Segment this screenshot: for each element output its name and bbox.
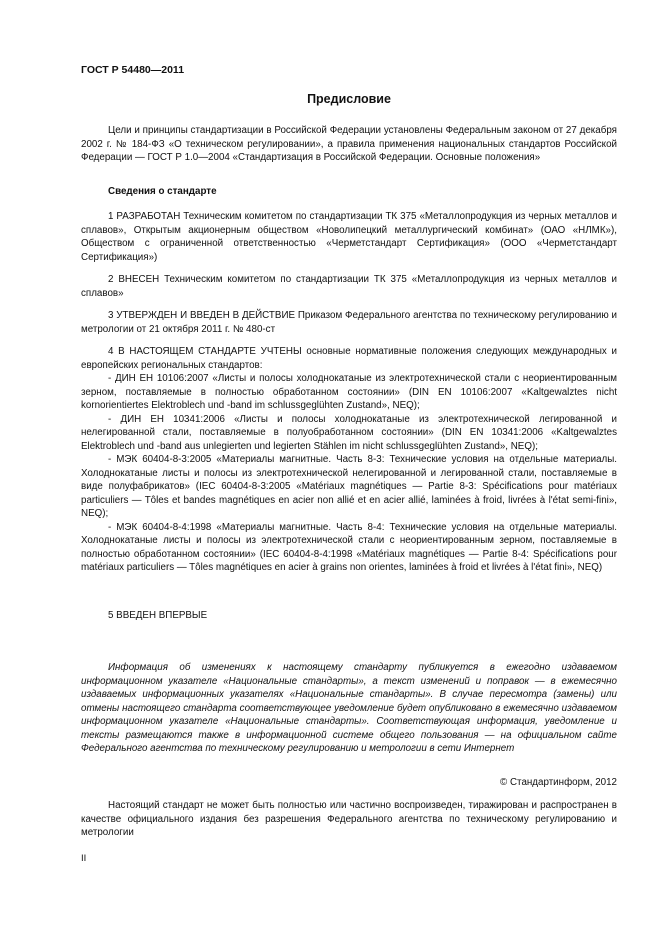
item-4-paragraph: 4 В НАСТОЯЩЕМ СТАНДАРТЕ УЧТЕНЫ основные нормативные положения следующих международных и европейских региональных стандартов: bbox=[81, 346, 617, 371]
standard-entry-din-10106: - ДИН ЕН 10106:2007 «Листы и полосы холоднокатаные из электротехнической стали с неориентированным зерном, поставляемые в полностью обработанном состоянии» (DIN EN 10106:2007 «Kaltgewalztes nicht kornorientiertes Elektroblech und -band im schlussgeglühten Zustand», NEQ); bbox=[81, 373, 617, 411]
item-5-paragraph: 5 ВВЕДЕН ВПЕРВЫЕ bbox=[108, 610, 208, 621]
item-3-paragraph: 3 УТВЕРЖДЕН И ВВЕДЕН В ДЕЙСТВИЕ Приказом Федерального агентства по техническому регулированию и метрологии от 21 октября 2011 г. № 480-ст bbox=[81, 310, 617, 335]
document-code: ГОСТ Р 54480—2011 bbox=[81, 64, 185, 76]
notice-block bbox=[81, 661, 617, 756]
notice-paragraph: Информация об изменениях к настоящему стандарту публикуется в ежегодно издаваемом информационном указателе «Национальные стандарты», а текст изменений и поправок — в ежемесячно издаваемых информационных указателях «Национальные стандарты». В случае пересмотра (замены) или отмены настоящего стандарта соответствующее уведомление будет опубликовано в ежемесячно издаваемом информационном указателе «Национальные стандарты». Соответствующая информация, уведомление и тексты размещаются также в информационной системе общего пользования — на официальном сайте Федерального агентства по техническому регулированию и метрологии в сети Интернет bbox=[81, 662, 617, 754]
item-3-block bbox=[81, 309, 617, 336]
standard-entry-iec-8-4: - МЭК 60404-8-4:1998 «Материалы магнитные. Часть 8-4: Технические условия на отдельные материалы. Холоднокатаные листы и полосы из электротехнической стали с неориентированным зерном, поставляемые в полностью обработанном состоянии» (IEC 60404-8-4:1998 «Matériaux magnétiques — Partie 8-4: Spécifications pour matériaux particuliers — Tôles magnétiques en acier à grains non orientes, laminées à froid et livrées à l'état fini», NEQ) bbox=[81, 521, 617, 573]
item-5-block bbox=[81, 609, 617, 623]
item-1-block bbox=[81, 210, 617, 264]
standard-entry-din-10341: - ДИН ЕН 10341:2006 «Листы и полосы холоднокатаные из электротехнической легированной и нелегированной стали, поставляемые в полуобработанном состоянии» (DIN EN 10341:2006 «Kaltgewalztes Elektroblech und -band aus unlegierten und legierten Stählen im nicht schlussgeglühten Zustand», NEQ); bbox=[81, 413, 617, 452]
page-number: II bbox=[81, 853, 87, 864]
intro-paragraph: Цели и принципы стандартизации в Российской Федерации установлены Федеральным законом от 27 декабря 2002 г. № 184-ФЗ «О техническом регулировании», а правила применения национальных стандартов Российской Федерации — ГОСТ Р 1.0—2004 «Стандартизация в Российской Федерации. Основные положения» bbox=[81, 125, 617, 163]
intro-block bbox=[81, 124, 617, 165]
item-4-block bbox=[81, 345, 617, 575]
rights-paragraph: Настоящий стандарт не может быть полностью или частично воспроизведен, тиражирован и распространен в качестве официального издания без разрешения Федерального агентства по техническому регулированию и метрологии bbox=[81, 800, 617, 838]
standard-entry-iec-8-3: - МЭК 60404-8-3:2005 «Материалы магнитные. Часть 8-3: Технические условия на отдельные материалы. Холоднокатаные листы и полосы из электротехнической нелегированной и легированной стали, поставляемые в виде полуфабрикатов» (IEC 60404-8-3:2005 «Matériaux magnétiques — Partie 8-3: Spécifications pour matériaux particuliers — Tôles et bandes magnétiques en acier non allié et en acier allié, laminées à froid, livrées à l'état semi-fini», NEQ); bbox=[81, 454, 617, 519]
copyright-line: © Стандартинформ, 2012 bbox=[500, 777, 617, 788]
item-1-paragraph: 1 РАЗРАБОТАН Техническим комитетом по стандартизации ТК 375 «Металлопродукция из черных металлов и сплавов», Открытым акционерным обществом «Новолипецкий металлургический комбинат» (ОАО «НЛМК»), Обществом с ограниченной ответственностью «Черметстандарт Сертификация» (ООО «Черметстандарт Сертификация») bbox=[81, 211, 617, 263]
item-2-block bbox=[81, 273, 617, 300]
page-title: Предисловие bbox=[307, 92, 391, 106]
rights-block bbox=[81, 799, 617, 840]
section-heading: Сведения о стандарте bbox=[108, 186, 217, 197]
item-2-paragraph: 2 ВНЕСЕН Техническим комитетом по стандартизации ТК 375 «Металлопродукция из черных металлов и сплавов» bbox=[81, 274, 617, 299]
